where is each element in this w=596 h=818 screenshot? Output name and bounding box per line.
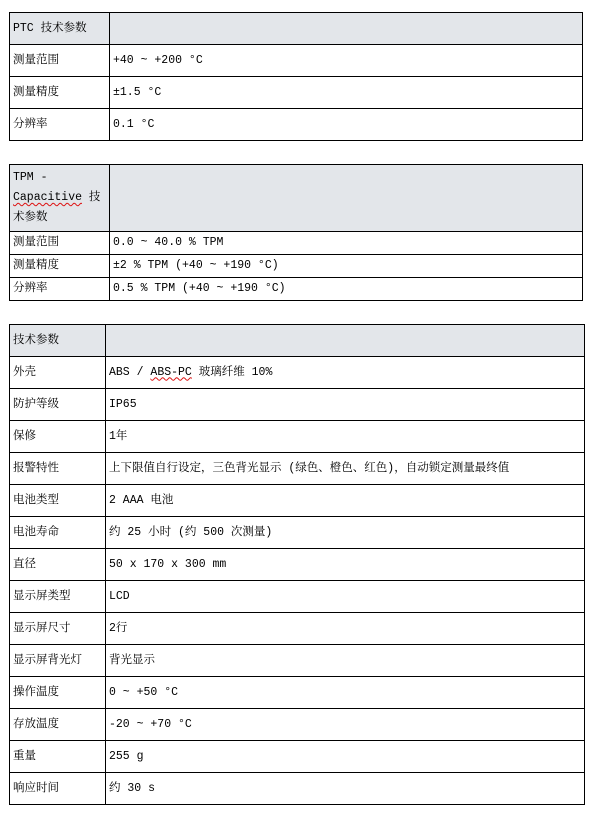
row-label: 电池寿命 xyxy=(10,517,106,549)
row-label: 测量精度 xyxy=(10,77,110,109)
ptc-header: PTC 技术参数 xyxy=(10,13,110,45)
row-value: 0.1 °C xyxy=(110,109,583,141)
table-row xyxy=(10,549,585,581)
row-value: 2行 xyxy=(106,613,585,645)
table-header-row xyxy=(10,165,583,232)
row-value: 背光显示 xyxy=(106,645,585,677)
row-value: -20 ~ +70 °C xyxy=(106,709,585,741)
row-label: 测量范围 xyxy=(10,232,110,255)
row-label: 测量精度 xyxy=(10,255,110,278)
table-row xyxy=(10,709,585,741)
table-row xyxy=(10,485,585,517)
row-value: ABS / ABS-PC 玻璃纤维 10% xyxy=(106,357,585,389)
row-label: 分辨率 xyxy=(10,109,110,141)
table-row xyxy=(10,109,583,141)
row-value: IP65 xyxy=(106,389,585,421)
table-row xyxy=(10,741,585,773)
spellcheck-word: ABS-PC xyxy=(150,365,192,379)
tpm-spec-table xyxy=(9,164,583,301)
table-row xyxy=(10,421,585,453)
row-label: 分辨率 xyxy=(10,278,110,301)
row-value: ±2 % TPM (+40 ~ +190 °C) xyxy=(110,255,583,278)
table-row xyxy=(10,255,583,278)
row-value: 0 ~ +50 °C xyxy=(106,677,585,709)
table-row xyxy=(10,773,585,805)
row-label: 外壳 xyxy=(10,357,106,389)
row-label: 报警特性 xyxy=(10,453,106,485)
row-value: LCD xyxy=(106,581,585,613)
table-row xyxy=(10,517,585,549)
table-row xyxy=(10,677,585,709)
table-row xyxy=(10,581,585,613)
table-row xyxy=(10,45,583,77)
table-row xyxy=(10,389,585,421)
row-value: 约 30 s xyxy=(106,773,585,805)
row-label: 存放温度 xyxy=(10,709,106,741)
row-label: 显示屏类型 xyxy=(10,581,106,613)
table-row xyxy=(10,357,585,389)
row-label: 显示屏背光灯 xyxy=(10,645,106,677)
row-label: 保修 xyxy=(10,421,106,453)
tpm-header: TPM - Capacitive 技术参数 xyxy=(10,165,110,232)
row-value: 0.0 ~ 40.0 % TPM xyxy=(110,232,583,255)
table-row xyxy=(10,613,585,645)
row-value: 2 AAA 电池 xyxy=(106,485,585,517)
row-value: 255 g xyxy=(106,741,585,773)
row-label: 重量 xyxy=(10,741,106,773)
row-value: +40 ~ +200 °C xyxy=(110,45,583,77)
row-label: 直径 xyxy=(10,549,106,581)
row-value: 1年 xyxy=(106,421,585,453)
table-row xyxy=(10,645,585,677)
table-row xyxy=(10,453,585,485)
row-label: 测量范围 xyxy=(10,45,110,77)
row-label: 电池类型 xyxy=(10,485,106,517)
spellcheck-word: Capacitive xyxy=(13,190,83,204)
row-value: ±1.5 °C xyxy=(110,77,583,109)
tech-header: 技术参数 xyxy=(10,325,106,357)
row-label: 操作温度 xyxy=(10,677,106,709)
row-value: 约 25 小时 (约 500 次测量) xyxy=(106,517,585,549)
table-header-row xyxy=(10,13,583,45)
row-label: 防护等级 xyxy=(10,389,106,421)
row-value: 50 x 170 x 300 mm xyxy=(106,549,585,581)
row-value: 0.5 % TPM (+40 ~ +190 °C) xyxy=(110,278,583,301)
row-value: 上下限值自行设定，三色背光显示 (绿色、橙色、红色)，自动锁定测量最终值 xyxy=(106,453,585,485)
table-row xyxy=(10,278,583,301)
table-row xyxy=(10,232,583,255)
ptc-spec-table xyxy=(9,12,583,141)
row-label: 显示屏尺寸 xyxy=(10,613,106,645)
table-header-row xyxy=(10,325,585,357)
tech-spec-table xyxy=(9,324,585,805)
table-row xyxy=(10,77,583,109)
row-label: 响应时间 xyxy=(10,773,106,805)
